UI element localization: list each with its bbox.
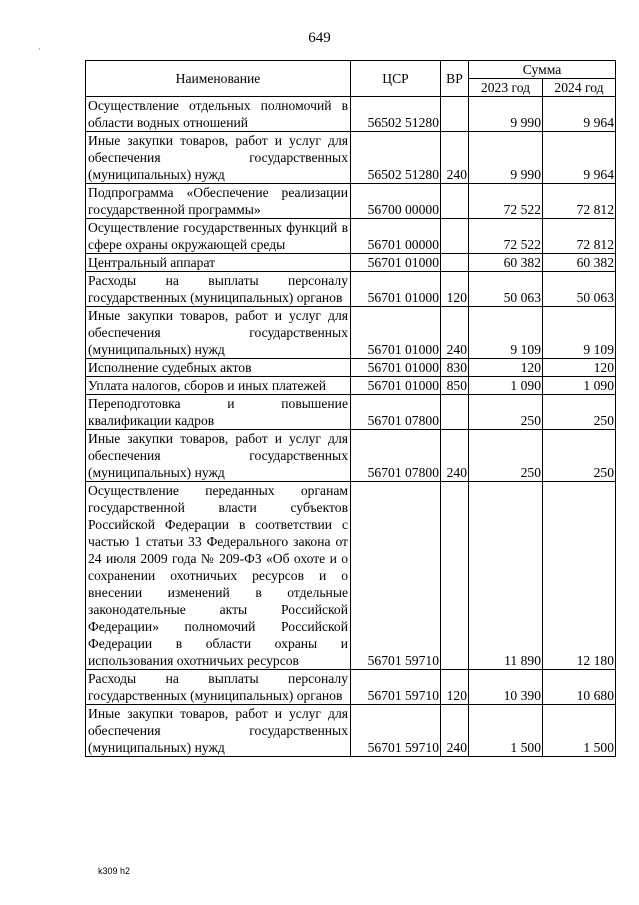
row-csr: 56701 59710 bbox=[351, 482, 441, 670]
row-sum-2024: 9 964 bbox=[543, 132, 616, 184]
row-sum-2023: 1 090 bbox=[469, 377, 543, 395]
row-sum-2024: 250 bbox=[543, 395, 616, 430]
row-vr: 240 bbox=[441, 430, 469, 482]
budget-table bbox=[85, 60, 616, 757]
table-row bbox=[86, 430, 616, 482]
row-sum-2024: 60 382 bbox=[543, 254, 616, 272]
row-sum-2024: 72 812 bbox=[543, 219, 616, 254]
row-csr: 56502 51280 bbox=[351, 97, 441, 132]
row-sum-2023: 50 063 bbox=[469, 272, 543, 307]
table-row bbox=[86, 307, 616, 359]
header-name: Наименование bbox=[86, 61, 351, 97]
row-vr bbox=[441, 254, 469, 272]
row-sum-2023: 9 109 bbox=[469, 307, 543, 359]
row-name: Центральный аппарат bbox=[86, 254, 351, 272]
row-sum-2023: 250 bbox=[469, 430, 543, 482]
table-row bbox=[86, 184, 616, 219]
row-sum-2023: 1 500 bbox=[469, 705, 543, 757]
row-name: Осуществление отдельных полномочий в области водных отношений bbox=[86, 97, 351, 132]
row-name: Осуществление переданных органам государственной власти субъектов Российской Федерации в соответствии с частью 1 статьи 33 Федерального закона от 24 июля 2009 года № 209-ФЗ «Об охоте и о сохранении охотничьих ресурсов и о внесении изменений в отдельные законодательные акты Российской Федерации» полномочий Российской Федерации в области охраны и использования охотничьих ресурсов bbox=[86, 482, 351, 670]
row-sum-2024: 9 964 bbox=[543, 97, 616, 132]
row-sum-2023: 60 382 bbox=[469, 254, 543, 272]
header-vr: ВР bbox=[441, 61, 469, 97]
page-number: 649 bbox=[308, 30, 331, 46]
row-sum-2024: 1 090 bbox=[543, 377, 616, 395]
row-sum-2023: 10 390 bbox=[469, 670, 543, 705]
row-sum-2023: 9 990 bbox=[469, 132, 543, 184]
row-vr bbox=[441, 482, 469, 670]
row-csr: 56701 07800 bbox=[351, 395, 441, 430]
row-sum-2023: 72 522 bbox=[469, 219, 543, 254]
header-year-2023: 2023 год bbox=[469, 79, 543, 97]
row-csr: 56701 07800 bbox=[351, 430, 441, 482]
scan-mark: · bbox=[38, 44, 41, 54]
row-sum-2024: 120 bbox=[543, 359, 616, 377]
row-sum-2023: 9 990 bbox=[469, 97, 543, 132]
table-row bbox=[86, 705, 616, 757]
row-sum-2023: 250 bbox=[469, 395, 543, 430]
footer-code: k309 h2 bbox=[98, 866, 131, 876]
table-row bbox=[86, 97, 616, 132]
row-csr: 56701 01000 bbox=[351, 254, 441, 272]
row-sum-2024: 9 109 bbox=[543, 307, 616, 359]
row-name: Расходы на выплаты персоналу государственных (муниципальных) органов bbox=[86, 670, 351, 705]
table-row bbox=[86, 132, 616, 184]
row-name: Иные закупки товаров, работ и услуг для обеспечения государственных (муниципальных) нужд bbox=[86, 430, 351, 482]
row-vr bbox=[441, 395, 469, 430]
table-row bbox=[86, 482, 616, 670]
row-name: Переподготовка и повышение квалификации кадров bbox=[86, 395, 351, 430]
row-sum-2024: 1 500 bbox=[543, 705, 616, 757]
header-sum: Сумма bbox=[469, 61, 616, 79]
row-vr: 120 bbox=[441, 272, 469, 307]
row-sum-2024: 72 812 bbox=[543, 184, 616, 219]
table-row bbox=[86, 377, 616, 395]
row-sum-2024: 10 680 bbox=[543, 670, 616, 705]
row-csr: 56701 00000 bbox=[351, 219, 441, 254]
table-row bbox=[86, 254, 616, 272]
row-name: Иные закупки товаров, работ и услуг для обеспечения государственных (муниципальных) нужд bbox=[86, 132, 351, 184]
table-row bbox=[86, 395, 616, 430]
row-name: Исполнение судебных актов bbox=[86, 359, 351, 377]
header-year-2024: 2024 год bbox=[543, 79, 616, 97]
row-vr: 240 bbox=[441, 132, 469, 184]
row-name: Осуществление государственных функций в сфере охраны окружающей среды bbox=[86, 219, 351, 254]
row-vr: 850 bbox=[441, 377, 469, 395]
row-csr: 56700 00000 bbox=[351, 184, 441, 219]
row-name: Иные закупки товаров, работ и услуг для обеспечения государственных (муниципальных) нужд bbox=[86, 307, 351, 359]
table-row bbox=[86, 359, 616, 377]
row-csr: 56701 59710 bbox=[351, 705, 441, 757]
row-csr: 56701 01000 bbox=[351, 272, 441, 307]
row-vr: 830 bbox=[441, 359, 469, 377]
table-row bbox=[86, 670, 616, 705]
row-vr bbox=[441, 184, 469, 219]
row-sum-2024: 50 063 bbox=[543, 272, 616, 307]
row-vr: 120 bbox=[441, 670, 469, 705]
table-row bbox=[86, 272, 616, 307]
row-sum-2023: 11 890 bbox=[469, 482, 543, 670]
row-name: Иные закупки товаров, работ и услуг для обеспечения государственных (муниципальных) нужд bbox=[86, 705, 351, 757]
row-sum-2023: 72 522 bbox=[469, 184, 543, 219]
row-vr: 240 bbox=[441, 705, 469, 757]
row-csr: 56701 01000 bbox=[351, 307, 441, 359]
row-vr bbox=[441, 97, 469, 132]
row-name: Расходы на выплаты персоналу государственных (муниципальных) органов bbox=[86, 272, 351, 307]
row-csr: 56701 01000 bbox=[351, 377, 441, 395]
row-csr: 56701 01000 bbox=[351, 359, 441, 377]
row-sum-2023: 120 bbox=[469, 359, 543, 377]
row-vr bbox=[441, 219, 469, 254]
row-sum-2024: 12 180 bbox=[543, 482, 616, 670]
row-name: Подпрограмма «Обеспечение реализации государственной программы» bbox=[86, 184, 351, 219]
table-row bbox=[86, 219, 616, 254]
row-csr: 56502 51280 bbox=[351, 132, 441, 184]
row-csr: 56701 59710 bbox=[351, 670, 441, 705]
row-vr: 240 bbox=[441, 307, 469, 359]
header-csr: ЦСР bbox=[351, 61, 441, 97]
row-sum-2024: 250 bbox=[543, 430, 616, 482]
row-name: Уплата налогов, сборов и иных платежей bbox=[86, 377, 351, 395]
